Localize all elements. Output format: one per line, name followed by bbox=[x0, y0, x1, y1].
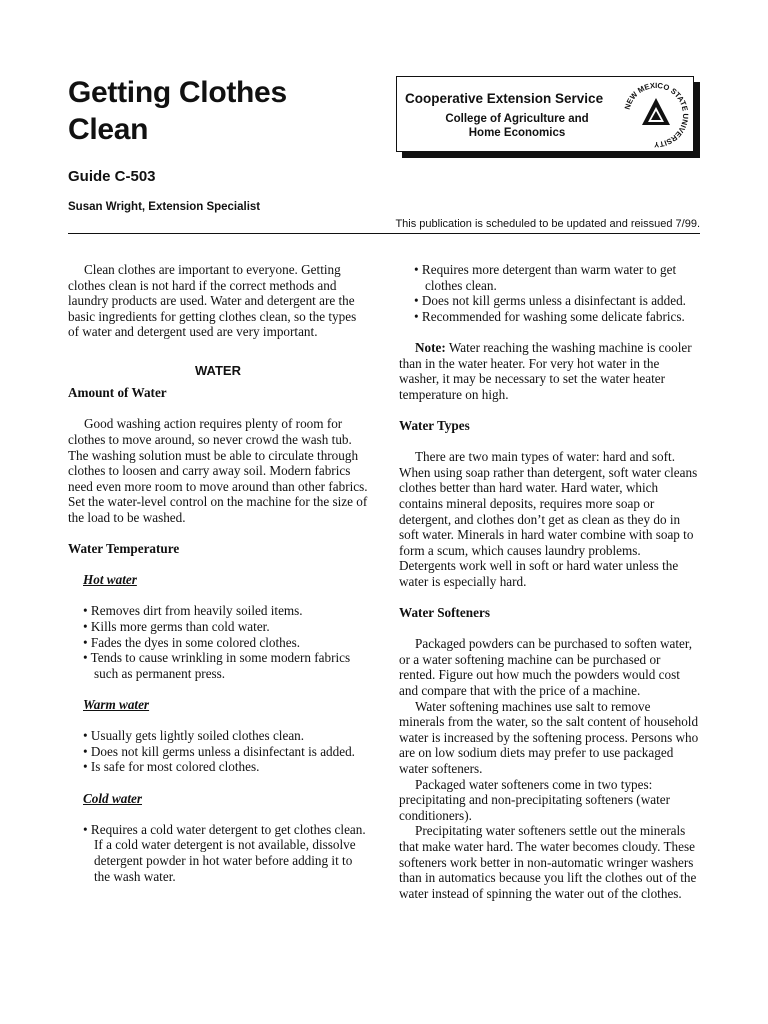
title-line-1: Getting Clothes bbox=[68, 76, 287, 109]
list-item: • Is safe for most colored clothes. bbox=[83, 759, 260, 775]
water-types-heading: Water Types bbox=[399, 417, 470, 433]
nmsu-seal-icon bbox=[619, 78, 693, 152]
list-item: • Removes dirt from heavily soiled items. bbox=[83, 603, 303, 619]
author-line: Susan Wright, Extension Specialist bbox=[68, 201, 261, 213]
list-item: • Usually gets lightly soiled clothes clean. bbox=[83, 728, 305, 744]
list-item: • Fades the dyes in some colored clothes. bbox=[83, 634, 301, 650]
left-column bbox=[68, 262, 368, 884]
logo-college-line-2: Home Economics bbox=[468, 127, 566, 139]
list-item: • Does not kill germs unless a disinfectant is added. bbox=[414, 293, 686, 309]
extension-logo-box bbox=[396, 76, 694, 152]
document-title bbox=[68, 74, 287, 148]
water-temperature-heading: Water Temperature bbox=[68, 541, 180, 557]
amount-of-water-paragraph: Good washing action requires plenty of room for clothes to move around, so never crowd the wash tub. The washing solution must be able to circulate through clothes to loosen and carry away soil. Modern fabrics need even more room to move around than other fabrics. Set the water-level control on the machine for the size of the load to be washed. bbox=[68, 416, 368, 525]
right-column bbox=[399, 262, 699, 901]
hot-water-heading: Hot water bbox=[83, 572, 137, 588]
warm-water-list bbox=[68, 728, 368, 775]
note-text: Water reaching the washing machine is cooler than in the water heater. For very hot water in the washer, it may be necessary to set the water heater temperature on high. bbox=[399, 339, 692, 402]
intro-paragraph: Clean clothes are important to everyone. Getting clothes clean is not hard if the correct methods and laundry products are used. Water and detergent are the basic ingredients for getting clothes clean, so the types of water and detergent used are very important. bbox=[68, 262, 357, 340]
cold-water-heading: Cold water bbox=[83, 790, 142, 806]
cold-water-list-continued bbox=[399, 262, 699, 324]
note-paragraph bbox=[399, 340, 699, 402]
list-item: • Kills more germs than cold water. bbox=[83, 619, 270, 635]
note-label: Note: bbox=[415, 339, 446, 355]
hot-water-list bbox=[68, 603, 368, 681]
update-note: This publication is scheduled to be updated and reissued 7/99. bbox=[395, 218, 700, 230]
water-softeners-heading: Water Softeners bbox=[399, 605, 490, 621]
softeners-paragraph-1: Packaged powders can be purchased to soften water, or a water softening machine can be purchased or rented. Figure out how much the powders would cost and compare that with the price of a machine. bbox=[399, 636, 693, 699]
list-item: • Does not kill germs unless a disinfectant is added. bbox=[83, 743, 355, 759]
guide-number: Guide C-503 bbox=[68, 168, 156, 185]
title-line-2: Clean bbox=[68, 113, 149, 146]
water-types-paragraph: There are two main types of water: hard and soft. When using soap rather than detergent, soft water cleans clothes better than hard water. Hard water, which contains mineral deposits, requires more soap or detergent, and clothes don’t get as clean as they do in soft water. Minerals in hard water combine with soap to form a scum, which causes laundry problems. Detergents work well in soft or hard water unless the water is especially hard. bbox=[399, 449, 698, 589]
list-item: • Requires more detergent than warm water to get clothes clean. bbox=[414, 262, 677, 293]
softeners-paragraph-3: Packaged water softeners come in two types: precipitating and non-precipitating softeners (water conditioners). bbox=[399, 776, 670, 823]
softeners-paragraph-4: Precipitating water softeners settle out the minerals that make water hard. The water becomes cloudy. These softeners work better in non-automatic wringer washers than in automatics because you lift the clothes out of the water instead of spinning the water out of the clothes. bbox=[399, 823, 697, 901]
cold-water-list bbox=[68, 822, 368, 884]
logo-service-name: Cooperative Extension Service bbox=[405, 91, 604, 106]
logo-college-line-1: College of Agriculture and bbox=[445, 113, 589, 125]
list-item: • Requires a cold water detergent to get clothes clean. If a cold water detergent is not available, dissolve detergent powder in hot water before adding it to the wash water. bbox=[83, 821, 366, 884]
logo-college-name bbox=[432, 112, 602, 140]
softeners-paragraph-2: Water softening machines use salt to remove minerals from the water, so the salt content of household water is increased by the softening process. Persons who are on low sodium diets may prefer to use packaged water softeners. bbox=[399, 698, 699, 776]
amount-of-water-heading: Amount of Water bbox=[68, 385, 167, 401]
list-item: • Recommended for washing some delicate fabrics. bbox=[414, 308, 685, 324]
water-heading: WATER bbox=[195, 362, 241, 378]
warm-water-heading: Warm water bbox=[83, 697, 150, 713]
seal-text: NEW MEXICO STATE UNIVERSITY bbox=[622, 80, 691, 150]
list-item: • Tends to cause wrinkling in some modern fabrics such as permanent press. bbox=[83, 650, 351, 681]
header-divider bbox=[68, 233, 700, 234]
